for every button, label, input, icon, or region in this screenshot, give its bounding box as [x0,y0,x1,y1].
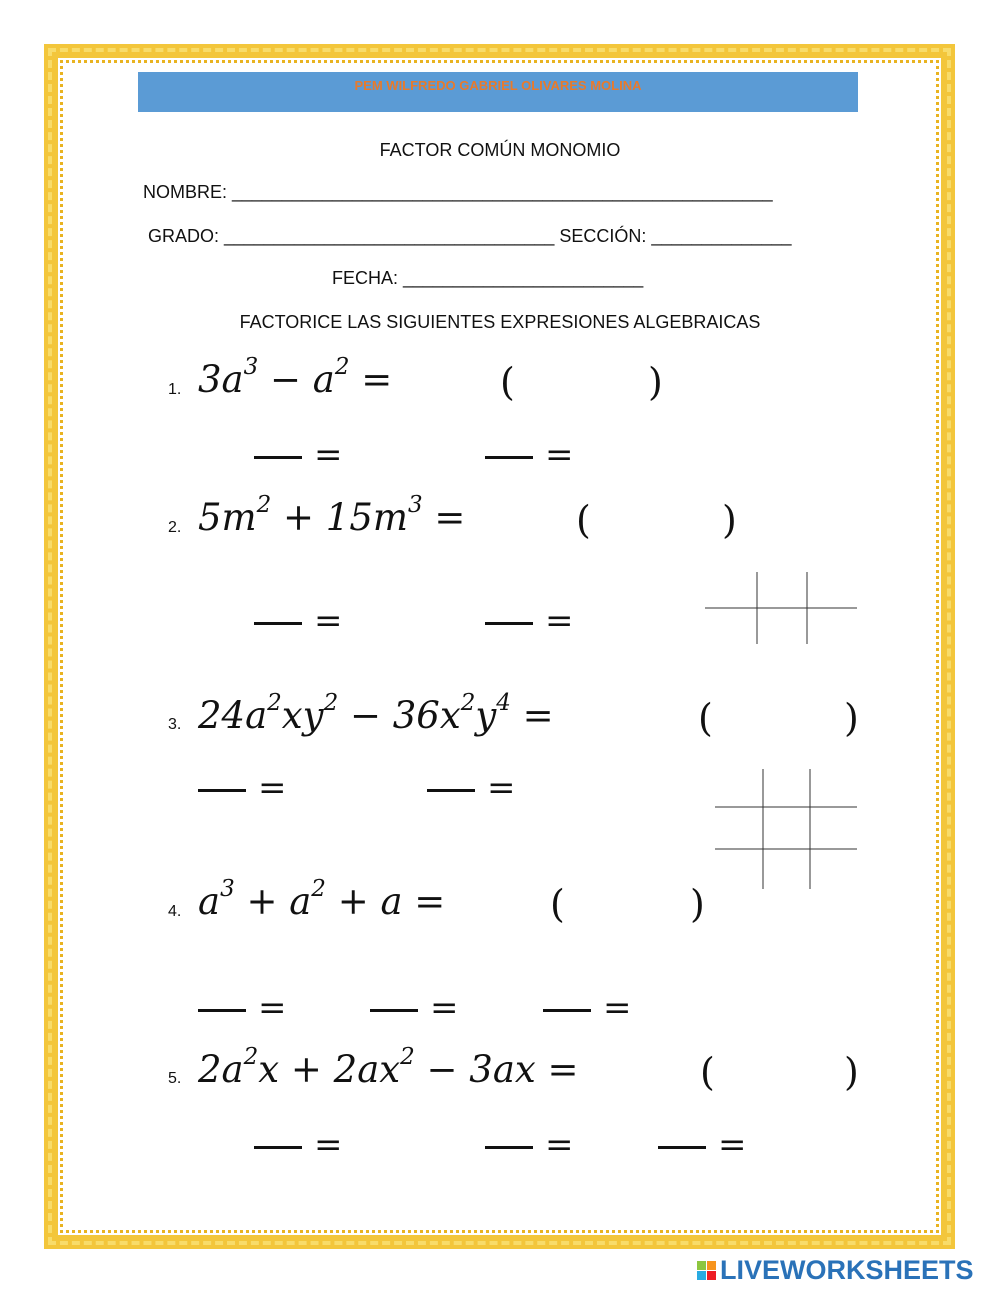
liveworksheets-logo [697,1255,974,1286]
exercise-number: 4. [168,903,182,920]
fraction-blank[interactable]: = [198,991,287,1025]
answer-open-paren: ( [700,1050,715,1094]
teacher-name: PEM WILFREDO GABRIEL OLIVARES MOLINA [354,78,642,93]
fraction-blank[interactable]: = [254,604,343,638]
grade-section-field[interactable]: GRADO: _________________________________ SECCIÓN: ______________ [148,226,792,246]
exercise-expression-3: $24a^2xy^2 - 36x^2y^4$ = [198,690,554,737]
name-field[interactable]: NOMBRE: ______________________________________________________ [143,182,773,202]
instructions: FACTORICE LAS SIGUIENTES EXPRESIONES ALGEBRAICAS [239,312,761,332]
factor-grid [715,767,860,891]
exercise-expression-2: $5m^2 + 15m^3$ = [198,492,466,539]
fraction-blank[interactable]: = [198,771,287,805]
fraction-blank[interactable]: = [370,991,459,1025]
logo-blocks-icon [697,1261,716,1280]
fraction-blank[interactable]: = [485,438,574,472]
answer-close-paren: ) [648,360,663,404]
fraction-blank[interactable]: = [427,771,516,805]
logo-text: LIVEWORKSHEETS [720,1255,974,1285]
answer-open-paren: ( [576,498,591,542]
exercise-number: 3. [168,716,182,733]
exercise-number: 2. [168,519,182,536]
exercise-expression-1: $3a^3 - a^2$ = [198,354,393,401]
answer-close-paren: ) [844,1050,859,1094]
answer-close-paren: ) [722,498,737,542]
worksheet-title: FACTOR COMÚN MONOMIO [379,140,621,160]
fraction-blank[interactable]: = [543,991,632,1025]
fraction-blank[interactable]: = [485,1128,574,1162]
date-field[interactable]: FECHA: ________________________ [332,268,644,288]
answer-open-paren: ( [698,696,713,740]
header-banner [138,72,858,112]
exercise-expression-4: $a^3 + a^2 + a$ = [198,876,446,923]
fraction-blank[interactable]: = [485,604,574,638]
logo-block [697,1271,706,1280]
logo-block [707,1271,716,1280]
answer-open-paren: ( [500,360,515,404]
exercise-expression-5: $2a^2x + 2ax^2 - 3ax$ = [198,1044,579,1091]
answer-close-paren: ) [690,882,705,926]
factor-grid [705,570,860,646]
fraction-blank[interactable]: = [254,438,343,472]
answer-open-paren: ( [550,882,565,926]
exercise-number: 1. [168,381,182,398]
fraction-blank[interactable]: = [254,1128,343,1162]
logo-block [707,1261,716,1270]
fraction-blank[interactable]: = [658,1128,747,1162]
logo-block [697,1261,706,1270]
exercise-number: 5. [168,1070,182,1087]
answer-close-paren: ) [844,696,859,740]
